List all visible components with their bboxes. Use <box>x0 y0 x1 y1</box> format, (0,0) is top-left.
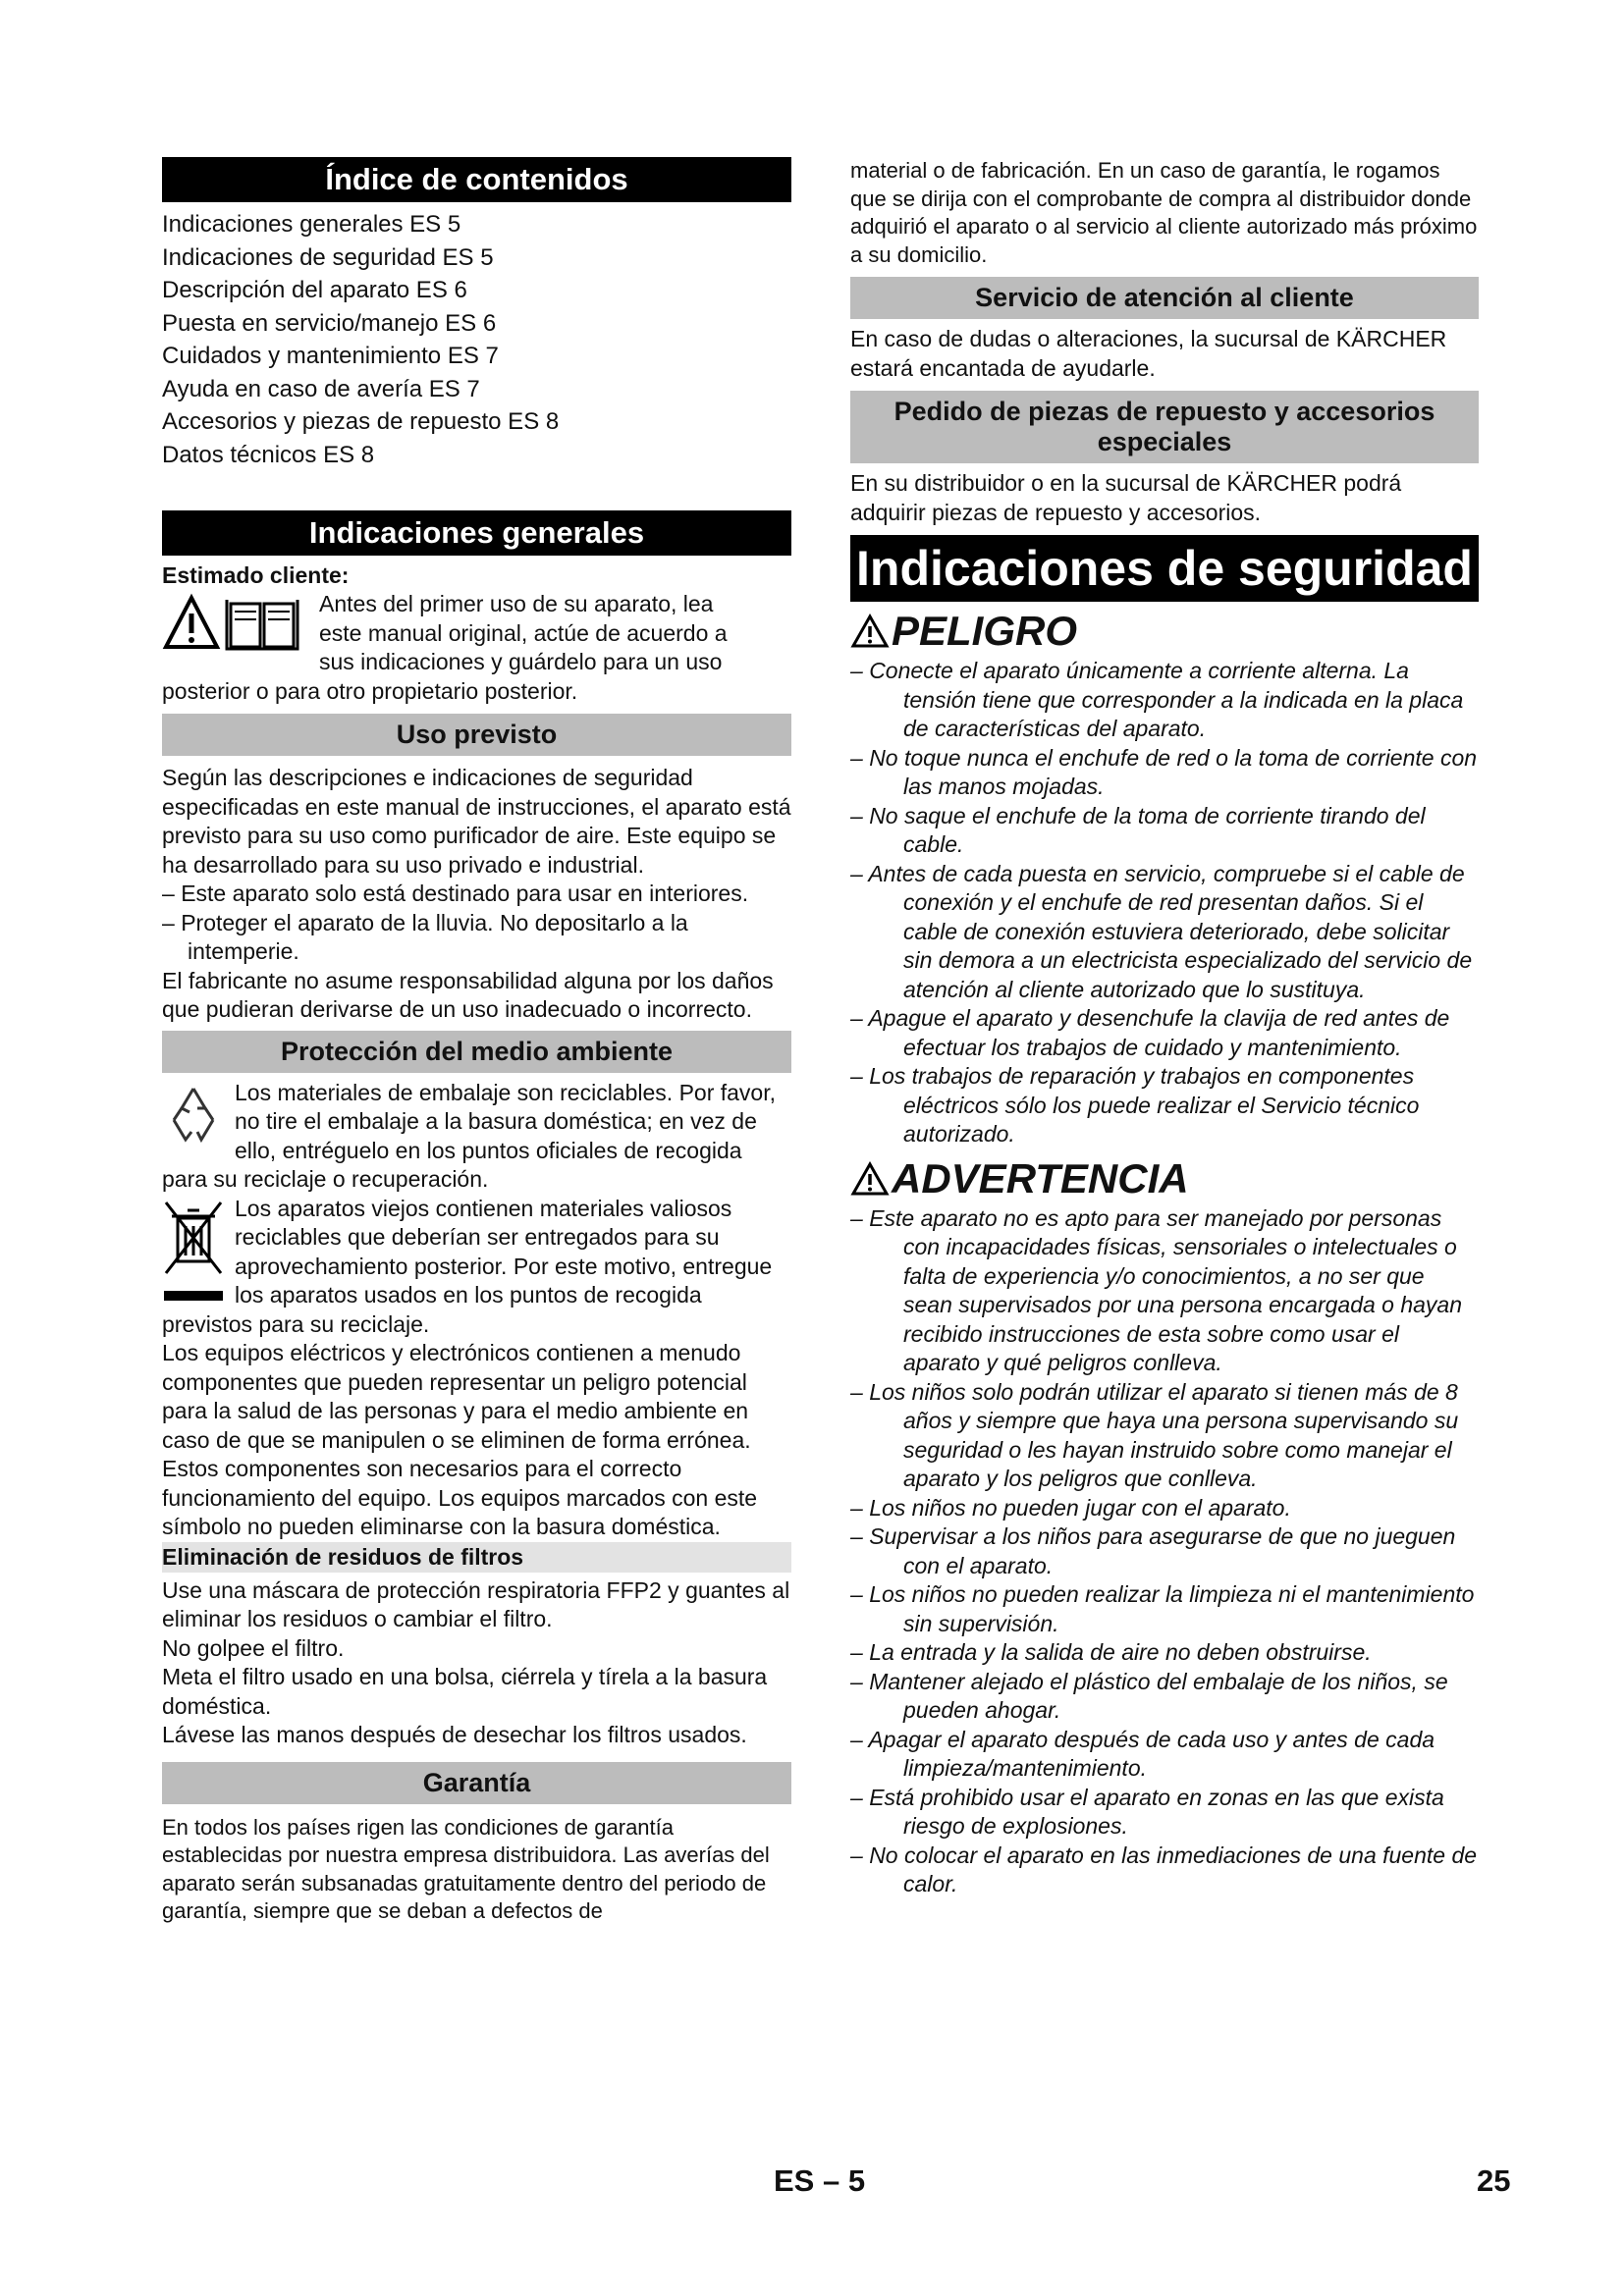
intro-line: Antes del primer uso de su aparato, lea <box>319 591 714 616</box>
filter-line: Meta el filtro usado en una bolsa, ciérrela y tírela a la basura doméstica. <box>162 1664 768 1719</box>
danger-list <box>850 657 1479 1149</box>
warning-manual-icon <box>162 590 309 655</box>
toc-item[interactable]: Puesta en servicio/manejo ES 6 <box>162 309 497 337</box>
footer-lang: ES <box>774 2163 815 2198</box>
danger-item: – Los trabajos de reparación y trabajos en componentes eléctricos sólo los puede realizar el Servicio técnico autorizado. <box>850 1063 1420 1147</box>
danger-title <box>850 606 1479 657</box>
danger-item-text: No saque el enchufe de la toma de corriente tirando del cable. <box>869 802 1426 857</box>
toc-item[interactable]: Indicaciones generales ES 5 <box>162 211 461 238</box>
warranty-text: En todos los países rigen las condiciones de garantía establecidas por nuestra empresa distribuidora. Las averías del aparato serán subsanadas gratuitamente dentro del periodo de garantía, siempre que se deban a defectos de <box>162 1814 770 1923</box>
warning-item: – Los niños no pueden realizar la limpieza ni el mantenimiento sin supervisión. <box>850 1581 1475 1636</box>
warranty-text-cont: material o de fabricación. En un caso de garantía, le rogamos que se dirija con el comprobante de compra al distribuidor donde adquirió el aparato o al servicio al cliente autorizado más próximo a su domicilio. <box>850 158 1478 267</box>
danger-item-text: Conecte el aparato únicamente a corriente alterna. La tensión tiene que corresponder a la indicada en la placa de características del aparato. <box>869 658 1464 741</box>
danger-item: – Antes de cada puesta en servicio, compruebe si el cable de conexión y el enchufe de red presentan daños. Si el cable de conexión estuviera deteriorado, debe solicitar sin demora a un electricista especializado del servicio de atención al cliente autorizado que lo sustituya. <box>850 860 1473 1002</box>
filter-line: Lávese las manos después de desechar los filtros usados. <box>162 1722 747 1747</box>
warning-item: – Apagar el aparato después de cada uso y antes de cada limpieza/mantenimiento. <box>850 1726 1435 1781</box>
warning-item: – Este aparato no es apto para ser manejado por personas con incapacidades físicas, sensoriales o intelectuales o falta de experiencia y/o conocimientos, a no ser que sean supervisados por una persona encargada o hayan recibido instrucciones de esta sobre como usar el aparato y qué peligros conlleva. <box>850 1204 1463 1375</box>
warning-item: – Los niños no pueden jugar con el aparato. <box>850 1494 1291 1521</box>
customer-service-text: En caso de dudas o alteraciones, la sucursal de KÄRCHER estará encantada de ayudarle. <box>850 326 1447 381</box>
crossed-bin-icon <box>162 1199 225 1307</box>
general-heading: Indicaciones generales <box>162 510 791 556</box>
warning-item-text: Este aparato no es apto para ser manejado por personas con incapacidades físicas, sensoriales o intelectuales o falta de experiencia y/o conocimientos, a no ser que sean supervisados por una persona encargada o hayan recibido instrucciones de esta sobre como usar el aparato y qué peligros conlleva. <box>869 1204 1463 1375</box>
danger-item: – No saque el enchufe de la toma de corriente tirando del cable. <box>850 802 1426 857</box>
warning-label: ADVERTENCIA <box>892 1154 1189 1201</box>
danger-item: – Conecte el aparato únicamente a corriente alterna. La tensión tiene que corresponder a la indicada en la placa de características del aparato. <box>850 658 1464 741</box>
footer-section-page: – 5 <box>822 2163 866 2198</box>
weee-text: Los aparatos viejos contienen materiales valiosos reciclables que deberían ser entregados para su aprovechamiento posterior. Por este motivo, entregue los aparatos usados en los puntos de recogida previstos para su reciclaje. <box>162 1195 773 1337</box>
weee-block <box>162 1195 791 1340</box>
warning-item-text: Apagar el aparato después de cada uso y antes de cada limpieza/mantenimiento. <box>868 1726 1435 1781</box>
footer-section-ref <box>774 2163 865 2199</box>
toc-list <box>162 208 791 471</box>
toc-item[interactable]: Ayuda en caso de avería ES 7 <box>162 375 480 402</box>
electronics-text: Los equipos eléctricos y electrónicos contienen a menudo componentes que pueden representar un peligro potencial para la salud de las personas y para el medio ambiente en caso de que se manipulen o se eliminen de forma errónea. Estos componentes son necesarios para el correcto funcionamiento del equipo. Los equipos marcados con este símbolo no pueden eliminarse con la basura doméstica. <box>162 1340 758 1539</box>
warranty-heading: Garantía <box>162 1762 791 1804</box>
list-item: – Este aparato solo está destinado para usar en interiores. <box>162 881 749 906</box>
warning-item-text: La entrada y la salida de aire no deben obstruirse. <box>869 1639 1372 1665</box>
parts-text: En su distribuidor o en la sucursal de KÄRCHER podrá adquirir piezas de repuesto y accesorios. <box>850 470 1402 525</box>
toc-item[interactable]: Datos técnicos ES 8 <box>162 441 375 468</box>
list-item-text: Proteger el aparato de la lluvia. No depositarlo a la intemperie. <box>181 909 688 964</box>
warning-item-text: Los niños no pueden jugar con el aparato. <box>869 1494 1291 1521</box>
intended-use-text: Según las descripciones e indicaciones de seguridad especificadas en este manual de instrucciones, el aparato está previsto para su uso como purificador de aire. Este equipo se ha desarrollado para su uso privado e industrial. <box>162 765 791 878</box>
warning-item: – Está prohibido usar el aparato en zonas en las que exista riesgo de explosiones. <box>850 1784 1444 1839</box>
intro-line: este manual original, actúe de acuerdo a <box>319 619 728 646</box>
right-column <box>850 157 1479 1899</box>
filter-line: Use una máscara de protección respiratoria FFP2 y guantes al eliminar los residuos o cambiar el filtro. <box>162 1576 790 1631</box>
warning-item-text: Supervisar a los niños para asegurarse de que no jueguen con el aparato. <box>869 1523 1456 1578</box>
manual-icons <box>162 590 319 677</box>
left-column <box>162 157 791 1926</box>
warning-item: – Supervisar a los niños para asegurarse de que no jueguen con el aparato. <box>850 1523 1456 1578</box>
liability-text: El fabricante no asume responsabilidad alguna por los daños que pudieran derivarse de un uso inadecuado o incorrecto. <box>162 967 774 1022</box>
filter-disposal-list <box>162 1576 791 1750</box>
intro-line: sus indicaciones y guárdelo para un uso <box>319 649 723 674</box>
warning-list <box>850 1204 1479 1899</box>
warning-item-text: Está prohibido usar el aparato en zonas en las que exista riesgo de explosiones. <box>869 1784 1444 1839</box>
danger-item-text: Antes de cada puesta en servicio, compruebe si el cable de conexión y el enchufe de red presentan daños. Si el cable de conexión estuviera deteriorado, debe solicitar sin demora a un electricista especializado del servicio de atención al cliente autorizado que lo sustituya. <box>868 860 1473 1002</box>
warning-item-text: Los niños no pueden realizar la limpieza ni el mantenimiento sin supervisión. <box>869 1581 1475 1636</box>
customer-service-heading: Servicio de atención al cliente <box>850 277 1479 319</box>
greeting: Estimado cliente: <box>162 562 350 588</box>
intro-lines <box>319 590 728 677</box>
warning-item-text: No colocar el aparato en las inmediaciones de una fuente de calor. <box>869 1842 1478 1896</box>
warning-title <box>850 1153 1479 1204</box>
toc-item[interactable]: Indicaciones de seguridad ES 5 <box>162 243 494 271</box>
warning-item: – Mantener alejado el plástico del embalaje de los niños, se pueden ahogar. <box>850 1668 1448 1723</box>
safety-heading: Indicaciones de seguridad <box>850 535 1479 602</box>
danger-label: PELIGRO <box>892 608 1078 654</box>
parts-heading: Pedido de piezas de repuesto y accesorios especiales <box>850 391 1479 463</box>
danger-item-text: No toque nunca el enchufe de red o la toma de corriente con las manos mojadas. <box>869 744 1478 799</box>
intro-tail: posterior o para otro propietario posterior. <box>162 677 578 704</box>
warning-triangle-icon <box>850 614 890 649</box>
warning-item-text: Los niños solo podrán utilizar el aparato si tienen más de 8 años y siempre que haya una persona supervisando su seguridad o les hayan instruido sobre como manejar el aparato y los peligros que conlleva. <box>869 1378 1459 1491</box>
list-item-text: Este aparato solo está destinado para usar en interiores. <box>181 881 749 906</box>
warning-item: – Los niños solo podrán utilizar el aparato si tienen más de 8 años y siempre que haya una persona supervisando su seguridad o les hayan instruido sobre como manejar el aparato y los peligros que conlleva. <box>850 1378 1459 1491</box>
recycle-block <box>162 1079 791 1195</box>
environment-heading: Protección del medio ambiente <box>162 1031 791 1073</box>
danger-item-text: Apague el aparato y desenchufe la clavija de red antes de efectuar los trabajos de cuidado y mantenimiento. <box>868 1005 1450 1060</box>
danger-item: – Apague el aparato y desenchufe la clavija de red antes de efectuar los trabajos de cuidado y mantenimiento. <box>850 1005 1450 1060</box>
toc-item[interactable]: Cuidados y mantenimiento ES 7 <box>162 343 499 369</box>
toc-item[interactable]: Descripción del aparato ES 6 <box>162 277 467 303</box>
danger-item-text: Los trabajos de reparación y trabajos en componentes eléctricos sólo los puede realizar el Servicio técnico autorizado. <box>869 1063 1420 1147</box>
warning-item: – No colocar el aparato en las inmediaciones de una fuente de calor. <box>850 1842 1478 1896</box>
warning-triangle-icon <box>850 1161 890 1197</box>
filter-disposal-heading: Eliminación de residuos de filtros <box>162 1542 791 1573</box>
recycle-icon <box>162 1083 225 1146</box>
filter-line: No golpee el filtro. <box>162 1634 345 1661</box>
toc-heading: Índice de contenidos <box>162 157 791 202</box>
manual-intro <box>162 590 791 677</box>
page-number: 25 <box>1477 2163 1511 2198</box>
danger-item: – No toque nunca el enchufe de red o la toma de corriente con las manos mojadas. <box>850 744 1478 799</box>
warning-item: – La entrada y la salida de aire no deben obstruirse. <box>850 1639 1372 1665</box>
intended-use-heading: Uso previsto <box>162 714 791 756</box>
toc-item[interactable]: Accesorios y piezas de repuesto ES 8 <box>162 408 560 435</box>
list-item: – Proteger el aparato de la lluvia. No depositarlo a la intemperie. <box>162 909 688 964</box>
warning-item-text: Mantener alejado el plástico del embalaje de los niños, se pueden ahogar. <box>869 1668 1448 1723</box>
recycle-text: Los materiales de embalaje son reciclables. Por favor, no tire el embalaje a la basura doméstica; en vez de ello, entréguelo en los puntos oficiales de recogida para su reciclaje o recuperación. <box>162 1079 777 1192</box>
